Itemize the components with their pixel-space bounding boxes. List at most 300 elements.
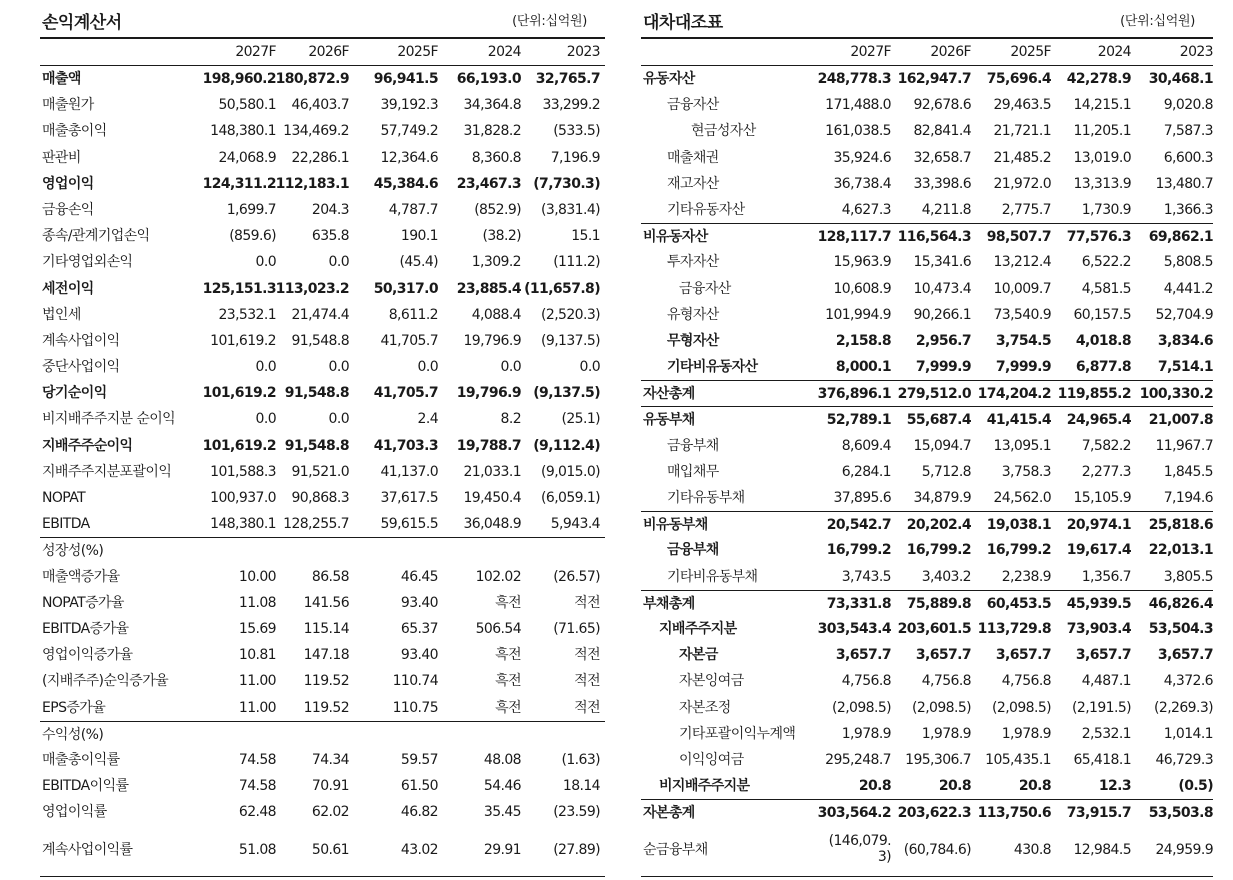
value-cell: 22,013.1 <box>1148 542 1213 559</box>
value-cell: 33,398.6 <box>913 175 971 192</box>
value-cell: 3,657.7 <box>1075 647 1131 664</box>
row-label: 무형자산 <box>667 332 719 349</box>
value-cell: 41,705.7 <box>380 332 438 349</box>
value-cell: 55,687.4 <box>906 412 971 429</box>
year-header: 2023 <box>566 44 600 60</box>
value-cell: (9,137.5) <box>533 385 600 402</box>
value-cell: 100,330.2 <box>1139 386 1213 403</box>
value-cell: 4,018.8 <box>1075 332 1131 349</box>
row-label: 매출채권 <box>667 149 719 166</box>
value-cell: 93.40 <box>400 594 438 611</box>
value-cell: (2,098.5) <box>912 699 971 716</box>
balance-sheet-title: 대차대조표 <box>643 13 723 33</box>
value-cell: 19,617.4 <box>1066 542 1131 559</box>
value-cell: 3,657.7 <box>1157 647 1213 664</box>
value-cell: 102.02 <box>475 568 521 585</box>
value-cell: 21,474.4 <box>291 306 349 323</box>
value-cell: 74.34 <box>311 751 349 768</box>
value-cell: 4,756.8 <box>1001 673 1051 690</box>
year-header: 2024 <box>487 44 521 60</box>
value-cell: 171,488.0 <box>825 97 891 114</box>
table-row <box>40 642 605 668</box>
income-statement-unit: (단위:십억원) <box>512 14 587 29</box>
value-cell: (111.2) <box>553 254 600 271</box>
value-cell: 19,450.4 <box>463 490 521 506</box>
value-cell: 0.0 <box>255 254 276 271</box>
row-label: 금융부채 <box>667 542 719 559</box>
value-cell: (71.65) <box>553 620 600 637</box>
value-cell: 21,721.1 <box>993 123 1051 140</box>
value-cell: 162,947.7 <box>897 71 971 87</box>
table-row <box>40 145 605 171</box>
value-cell: 65.37 <box>400 620 438 637</box>
row-label: 순금융부채 <box>643 842 708 859</box>
value-cell: 2,956.7 <box>915 332 971 349</box>
row-label: 기타영업외손익 <box>42 254 133 271</box>
row-label: 계속사업이익 <box>42 332 120 349</box>
value-cell: 33,299.2 <box>542 97 600 114</box>
value-cell: 23,885.4 <box>456 280 521 297</box>
year-header: 2025F <box>397 44 438 60</box>
value-cell: (146,079.3) <box>828 833 891 866</box>
value-cell: 적전 <box>574 699 600 716</box>
balance-sheet-unit: (단위:십억원) <box>1120 14 1195 29</box>
row-label: 법인세 <box>42 306 81 323</box>
value-cell: 73,331.8 <box>826 595 891 612</box>
row-label: 영업이익증가율 <box>42 647 133 664</box>
value-cell: 303,564.2 <box>817 805 891 822</box>
value-cell: 116,564.3 <box>897 229 971 246</box>
value-cell: 10,473.4 <box>913 280 971 297</box>
value-cell: 11,967.7 <box>1155 437 1213 454</box>
value-cell: 11.00 <box>238 699 276 716</box>
table-row <box>641 773 1213 799</box>
value-cell: 1,699.7 <box>226 201 276 218</box>
row-label: 기타포괄이익누계액 <box>679 725 796 742</box>
value-cell: 91,548.8 <box>284 437 349 454</box>
table-row <box>40 66 605 92</box>
value-cell: 0.0 <box>328 411 349 428</box>
value-cell: 41,415.4 <box>986 412 1051 429</box>
row-label: 부채총계 <box>643 595 695 612</box>
value-cell: 128,255.7 <box>283 516 349 533</box>
table-row <box>641 328 1213 354</box>
value-cell: 203,601.5 <box>897 620 971 637</box>
row-label: 금융손익 <box>42 201 94 218</box>
table-row <box>641 197 1213 223</box>
row-label: 재고자산 <box>667 175 719 192</box>
value-cell: 5,808.5 <box>1163 254 1213 271</box>
value-cell: 3,657.7 <box>835 647 891 664</box>
row-label: 매출총이익률 <box>42 751 120 768</box>
value-cell: 1,014.1 <box>1163 725 1213 742</box>
value-cell: 75,696.4 <box>986 71 1051 87</box>
value-cell: 11.08 <box>238 594 276 611</box>
value-cell: 101,994.9 <box>825 306 891 323</box>
value-cell: 125,151.3 <box>202 280 276 297</box>
value-cell: 19,796.9 <box>463 332 521 349</box>
row-label: 세전이익 <box>42 280 94 297</box>
row-label: NOPAT증가율 <box>42 594 124 611</box>
row-label: 매출액 <box>42 71 81 87</box>
value-cell: 20.8 <box>1018 778 1051 795</box>
value-cell: 50,580.1 <box>218 97 276 114</box>
value-cell: 7,582.2 <box>1081 437 1131 454</box>
row-label: 기타유동부채 <box>667 490 745 506</box>
value-cell: 16,799.2 <box>986 542 1051 559</box>
row-label: 유형자산 <box>667 306 719 323</box>
value-cell: 50,317.0 <box>373 280 438 297</box>
value-cell: 46.82 <box>400 804 438 821</box>
table-row <box>40 249 605 275</box>
table-row <box>641 380 1213 406</box>
row-label: 매출액증가율 <box>42 568 120 585</box>
value-cell: 62.02 <box>311 804 349 821</box>
value-cell: 37,895.6 <box>833 490 891 506</box>
year-header: 2024 <box>1097 44 1131 60</box>
value-cell: 30,468.1 <box>1148 71 1213 87</box>
year-header: 2027F <box>850 44 891 60</box>
row-label: NOPAT <box>42 490 86 506</box>
value-cell: 295,248.7 <box>825 751 891 768</box>
value-cell: 90,868.3 <box>291 490 349 506</box>
value-cell: 흑전 <box>495 647 521 664</box>
value-cell: (9,015.0) <box>541 463 600 480</box>
value-cell: (2,098.5) <box>992 699 1051 716</box>
value-cell: 174,204.2 <box>977 386 1051 403</box>
value-cell: 62.48 <box>238 804 276 821</box>
value-cell: 31,828.2 <box>463 123 521 140</box>
value-cell: (3,831.4) <box>541 201 600 218</box>
value-cell: 15.1 <box>571 228 600 245</box>
value-cell: 23,532.1 <box>218 306 276 323</box>
value-cell: 50.61 <box>311 842 349 859</box>
value-cell: 11.00 <box>238 673 276 690</box>
value-cell: 82,841.4 <box>913 123 971 140</box>
value-cell: 134,469.2 <box>283 123 349 140</box>
table-row <box>641 721 1213 747</box>
value-cell: 3,758.3 <box>1001 463 1051 480</box>
value-cell: 101,588.3 <box>210 463 276 480</box>
value-cell: 3,403.2 <box>921 568 971 585</box>
table-row <box>40 537 605 563</box>
value-cell: 7,196.9 <box>550 149 600 166</box>
value-cell: (9,112.4) <box>533 437 600 454</box>
value-cell: (852.9) <box>474 201 521 218</box>
table-row <box>641 564 1213 590</box>
value-cell: 15,341.6 <box>913 254 971 271</box>
value-cell: (2,269.3) <box>1154 699 1213 716</box>
row-label: 유동부채 <box>643 412 695 429</box>
value-cell: 96,941.5 <box>373 71 438 87</box>
value-cell: 52,789.1 <box>826 412 891 429</box>
value-cell: 15,105.9 <box>1073 490 1131 506</box>
bottom-rule <box>641 876 1213 877</box>
value-cell: 2,277.3 <box>1081 463 1131 480</box>
table-row <box>40 118 605 144</box>
table-row <box>40 773 605 799</box>
row-label: 자본금 <box>679 647 718 664</box>
value-cell: 7,587.3 <box>1163 123 1213 140</box>
value-cell: 9,020.8 <box>1163 97 1213 114</box>
value-cell: 적전 <box>574 673 600 690</box>
value-cell: 53,503.8 <box>1148 805 1213 822</box>
value-cell: 60,453.5 <box>986 595 1051 612</box>
value-cell: 248,778.3 <box>817 71 891 87</box>
value-cell: 66,193.0 <box>456 71 521 87</box>
value-cell: (25.1) <box>561 411 600 428</box>
table-row <box>40 380 605 406</box>
value-cell: (38.2) <box>482 228 521 245</box>
value-cell: 1,356.7 <box>1081 568 1131 585</box>
value-cell: 46,729.3 <box>1155 751 1213 768</box>
table-row <box>641 459 1213 485</box>
value-cell: 0.0 <box>328 254 349 271</box>
value-cell: 148,380.1 <box>210 516 276 533</box>
row-label: 자본조정 <box>679 699 731 716</box>
table-row <box>641 695 1213 721</box>
value-cell: 24,965.4 <box>1066 412 1131 429</box>
value-cell: 46,826.4 <box>1148 595 1213 612</box>
table-row <box>641 92 1213 118</box>
value-cell: 93.40 <box>400 647 438 664</box>
value-cell: 35,924.6 <box>833 149 891 166</box>
table-row <box>641 511 1213 537</box>
value-cell: 21,972.0 <box>993 175 1051 192</box>
value-cell: 22,286.1 <box>291 149 349 166</box>
value-cell: 2.4 <box>417 411 438 428</box>
row-label: 현금성자산 <box>691 123 756 140</box>
value-cell: 57,749.2 <box>380 123 438 140</box>
value-cell: 13,313.9 <box>1073 175 1131 192</box>
value-cell: 4,756.8 <box>921 673 971 690</box>
value-cell: 적전 <box>574 594 600 611</box>
year-header: 2023 <box>1179 44 1213 60</box>
row-label: 영업이익률 <box>42 804 107 821</box>
value-cell: 112,183.1 <box>275 175 349 192</box>
table-row <box>40 721 605 747</box>
table-row <box>641 747 1213 773</box>
row-label: 계속사업이익률 <box>42 842 133 859</box>
table-row <box>40 354 605 380</box>
value-cell: 303,543.4 <box>817 620 891 637</box>
value-cell: 141.56 <box>303 594 349 611</box>
year-header: 2027F <box>235 44 276 60</box>
value-cell: 12,364.6 <box>380 149 438 166</box>
value-cell: (6,059.1) <box>541 490 600 506</box>
bottom-rule <box>40 876 605 877</box>
table-row <box>641 223 1213 249</box>
value-cell: 70.91 <box>311 778 349 795</box>
value-cell: 73,540.9 <box>993 306 1051 323</box>
value-cell: 3,657.7 <box>995 647 1051 664</box>
value-cell: 14,215.1 <box>1073 97 1131 114</box>
value-cell: 115.14 <box>303 620 349 637</box>
value-cell: 적전 <box>574 647 600 664</box>
value-cell: 279,512.0 <box>897 386 971 403</box>
table-row <box>641 616 1213 642</box>
table-row <box>641 825 1213 875</box>
value-cell: 8,000.1 <box>835 359 891 376</box>
table-header <box>641 40 1213 66</box>
value-cell: 25,818.6 <box>1148 517 1213 534</box>
value-cell: 45,384.6 <box>373 175 438 192</box>
table-row <box>641 485 1213 511</box>
table-row <box>40 564 605 590</box>
value-cell: 8,609.4 <box>841 437 891 454</box>
value-cell: 21,485.2 <box>993 149 1051 166</box>
value-cell: 1,366.3 <box>1163 201 1213 218</box>
value-cell: 635.8 <box>311 228 349 245</box>
row-label: 수익성(%) <box>42 726 104 743</box>
row-label: 금융자산 <box>679 280 731 297</box>
value-cell: 6,522.2 <box>1081 254 1131 271</box>
table-row <box>641 799 1213 825</box>
value-cell: 3,754.5 <box>995 332 1051 349</box>
value-cell: 4,627.3 <box>841 201 891 218</box>
row-label: 기타비유동자산 <box>667 359 758 376</box>
value-cell: (859.6) <box>229 228 276 245</box>
table-row <box>641 406 1213 432</box>
table-row <box>641 537 1213 563</box>
value-cell: 4,088.4 <box>471 306 521 323</box>
value-cell: 20,202.4 <box>906 517 971 534</box>
value-cell: 16,799.2 <box>826 542 891 559</box>
value-cell: 0.0 <box>500 359 521 376</box>
value-cell: 39,192.3 <box>380 97 438 114</box>
row-label: 매출총이익 <box>42 123 107 140</box>
value-cell: 34,879.9 <box>913 490 971 506</box>
value-cell: 41,703.3 <box>373 437 438 454</box>
value-cell: 110.75 <box>392 699 438 716</box>
value-cell: 119.52 <box>303 673 349 690</box>
value-cell: 8.2 <box>500 411 521 428</box>
value-cell: 10.81 <box>238 647 276 664</box>
value-cell: 113,023.2 <box>275 280 349 297</box>
value-cell: 10.00 <box>238 568 276 585</box>
table-row <box>40 459 605 485</box>
top-rule <box>40 37 605 39</box>
value-cell: 113,750.6 <box>977 805 1051 822</box>
year-header: 2026F <box>308 44 349 60</box>
value-cell: 29,463.5 <box>993 97 1051 114</box>
row-label: 투자자산 <box>667 254 719 271</box>
table-row <box>40 668 605 694</box>
row-label: 이익잉여금 <box>679 751 744 768</box>
value-cell: (9,137.5) <box>541 332 600 349</box>
row-label: EBITDA증가율 <box>42 620 129 637</box>
value-cell: 4,211.8 <box>921 201 971 218</box>
value-cell: 19,038.1 <box>986 517 1051 534</box>
table-row <box>40 406 605 432</box>
value-cell: 45,939.5 <box>1066 595 1131 612</box>
value-cell: (7,730.3) <box>533 175 600 192</box>
row-label: 비지배주주지분 순이익 <box>42 411 176 428</box>
value-cell: 35.45 <box>483 804 521 821</box>
row-label: 종속/관계기업손익 <box>42 228 150 245</box>
value-cell: 190.1 <box>400 228 438 245</box>
value-cell: 86.58 <box>311 568 349 585</box>
table-row <box>40 511 605 537</box>
value-cell: 59.57 <box>400 751 438 768</box>
year-header: 2026F <box>930 44 971 60</box>
value-cell: 101,619.2 <box>202 385 276 402</box>
row-label: 기타비유동부채 <box>667 568 758 585</box>
table-row <box>641 668 1213 694</box>
value-cell: 203,622.3 <box>897 805 971 822</box>
value-cell: 506.54 <box>475 620 521 637</box>
value-cell: 91,548.8 <box>291 332 349 349</box>
value-cell: 12,984.5 <box>1073 842 1131 859</box>
value-cell: 60,157.5 <box>1073 306 1131 323</box>
value-cell: 21,007.8 <box>1148 412 1213 429</box>
value-cell: 2,532.1 <box>1081 725 1131 742</box>
value-cell: 24,959.9 <box>1155 842 1213 859</box>
value-cell: 128,117.7 <box>817 229 891 246</box>
row-label: EPS증가율 <box>42 699 106 716</box>
value-cell: 1,309.2 <box>471 254 521 271</box>
row-label: (지배주주)순익증가율 <box>42 673 169 690</box>
value-cell: 2,775.7 <box>1001 201 1051 218</box>
value-cell: 41,137.0 <box>380 463 438 480</box>
value-cell: (1.63) <box>561 751 600 768</box>
value-cell: 148,380.1 <box>210 123 276 140</box>
row-label: 비지배주주지분 <box>659 778 750 795</box>
value-cell: (23.59) <box>553 804 600 821</box>
value-cell: 13,019.0 <box>1073 149 1131 166</box>
table-header <box>40 40 605 66</box>
value-cell: 7,514.1 <box>1157 359 1213 376</box>
value-cell: 53,504.3 <box>1148 620 1213 637</box>
top-rule <box>641 37 1213 39</box>
value-cell: 119.52 <box>303 699 349 716</box>
value-cell: 77,576.3 <box>1066 229 1131 246</box>
value-cell: 98,507.7 <box>986 229 1051 246</box>
table-row <box>641 145 1213 171</box>
value-cell: 19,796.9 <box>456 385 521 402</box>
table-row <box>40 223 605 249</box>
value-cell: 흑전 <box>495 673 521 690</box>
value-cell: 32,765.7 <box>535 71 600 87</box>
value-cell: 20,542.7 <box>826 517 891 534</box>
value-cell: 376,896.1 <box>817 386 891 403</box>
row-label: EBITDA <box>42 516 90 533</box>
value-cell: 10,608.9 <box>833 280 891 297</box>
value-cell: 161,038.5 <box>825 123 891 140</box>
value-cell: 37,617.5 <box>380 490 438 506</box>
value-cell: 430.8 <box>1013 842 1051 859</box>
table-row <box>641 249 1213 275</box>
value-cell: 10,009.7 <box>993 280 1051 297</box>
row-label: 비유동자산 <box>643 229 708 246</box>
value-cell: 6,600.3 <box>1163 149 1213 166</box>
value-cell: (533.5) <box>553 123 600 140</box>
value-cell: 61.50 <box>400 778 438 795</box>
value-cell: 73,915.7 <box>1066 805 1131 822</box>
row-label: 자본잉여금 <box>679 673 744 690</box>
value-cell: 12.3 <box>1098 778 1131 795</box>
value-cell: 51.08 <box>238 842 276 859</box>
table-row <box>40 825 605 875</box>
value-cell: 13,212.4 <box>993 254 1051 271</box>
value-cell: 0.0 <box>255 411 276 428</box>
value-cell: 3,657.7 <box>915 647 971 664</box>
value-cell: 41,705.7 <box>373 385 438 402</box>
value-cell: 36,048.9 <box>463 516 521 533</box>
value-cell: 1,978.9 <box>841 725 891 742</box>
value-cell: 13,095.1 <box>993 437 1051 454</box>
value-cell: 180,872.9 <box>275 71 349 87</box>
